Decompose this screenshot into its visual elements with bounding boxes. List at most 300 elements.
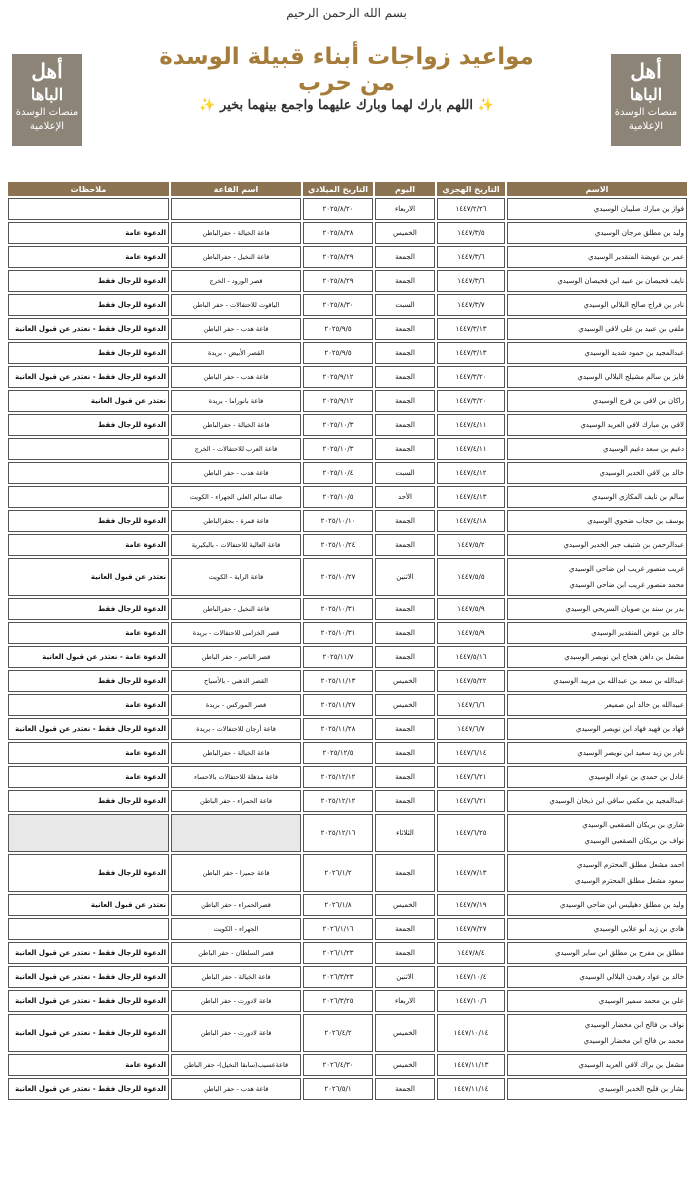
notes-cell <box>8 854 169 892</box>
hijri-date-cell <box>437 390 505 412</box>
hall-cell <box>171 742 301 764</box>
hall-name: قاعة لادورت - حفر الباطن <box>200 996 272 1005</box>
table-row <box>8 1078 687 1100</box>
column-header-day: اليوم <box>375 182 435 196</box>
hijri-date-cell <box>437 366 505 388</box>
gregorian-date: ٢٠٢٥/١٠/٥ <box>322 493 354 501</box>
notes-cell <box>8 534 169 556</box>
groom-name: نادر بن فراج صالح البلالي الوسيدي <box>583 301 684 309</box>
hijri-date: ١٤٤٧/٧/١٩ <box>455 901 487 909</box>
hall-cell <box>171 486 301 508</box>
day-cell <box>375 294 435 316</box>
gregorian-date-cell <box>303 766 373 788</box>
table-row <box>8 318 687 340</box>
day-cell <box>375 486 435 508</box>
hijri-date-cell <box>437 694 505 716</box>
hijri-date-cell <box>437 918 505 940</box>
table-row <box>8 790 687 812</box>
table-row <box>8 990 687 1012</box>
groom-name: فهاد بن فهيد فهاد ابن نويصر الوسيدي <box>575 725 684 733</box>
gregorian-date-cell <box>303 366 373 388</box>
hall-cell <box>171 966 301 988</box>
hall-name: الياقوت للاحتفالات - حفر الباطن <box>192 300 280 309</box>
logo-mark-line2: الباها <box>30 85 64 104</box>
name-cell <box>507 894 687 916</box>
hall-cell <box>171 990 301 1012</box>
day-cell <box>375 414 435 436</box>
name-cell <box>507 558 687 596</box>
gregorian-date: ٢٠٢٥/١٢/٥ <box>322 749 354 757</box>
name-cell <box>507 1014 687 1052</box>
day-cell <box>375 246 435 268</box>
hall-cell <box>171 622 301 644</box>
day-cell <box>375 534 435 556</box>
hall-name: قاعة الخيالة - حفر الباطن <box>201 972 271 981</box>
gregorian-date-cell <box>303 414 373 436</box>
notes-cell <box>8 414 169 436</box>
groom-name: خالد بن عواد رهيدن البلالي الوسيدي <box>579 973 684 981</box>
gregorian-date-cell <box>303 486 373 508</box>
groom-name: عبدالمجيد بن مكمي ساقي ابن ذيخان الوسيدي <box>549 797 684 805</box>
blessing-line: ✨ اللهم بارك لهما وبارك عليهما واجمع بينهما بخير ✨ <box>199 98 494 113</box>
table-row <box>8 366 687 388</box>
gregorian-date-cell <box>303 790 373 812</box>
groom-name: مشعل بن داهن هجاج ابن نويصر الوسيدي <box>564 653 684 661</box>
hall-cell <box>171 598 301 620</box>
groom-name: نادر بن زيد سعيد ابن نويصر الوسيدي <box>577 749 684 757</box>
day-name: الخميس <box>393 677 417 685</box>
gregorian-date-cell <box>303 814 373 852</box>
notes-cell <box>8 1078 169 1100</box>
hijri-date: ١٤٤٧/١٠/٦ <box>455 997 487 1005</box>
gregorian-date: ٢٠٢٥/١٢/١٦ <box>320 829 356 837</box>
page-title: مواعيد زواجات أبناء قبيلة الوسدة من حرب <box>159 44 534 96</box>
groom-name: علي بن محمد سمير الوسيدي <box>598 997 684 1005</box>
day-cell <box>375 198 435 220</box>
hijri-date-cell <box>437 718 505 740</box>
notes-text: الدعوة للرجال فقط <box>98 277 166 285</box>
hijri-date-cell <box>437 814 505 852</box>
notes-text: الدعوة للرجال فقط <box>98 301 166 309</box>
table-row <box>8 598 687 620</box>
table-row <box>8 510 687 532</box>
hijri-date: ١٤٤٧/٦/٢٥ <box>455 829 487 837</box>
gregorian-date-cell <box>303 646 373 668</box>
gregorian-date: ٢٠٢٥/١١/٧ <box>322 653 354 661</box>
name-cell <box>507 622 687 644</box>
hijri-date-cell <box>437 766 505 788</box>
hall-cell <box>171 854 301 892</box>
gregorian-date-cell <box>303 622 373 644</box>
gregorian-date: ٢٠٢٥/١٠/١٠ <box>320 517 356 525</box>
day-name: الجمعة <box>395 253 415 261</box>
name-cell <box>507 598 687 620</box>
name-cell <box>507 198 687 220</box>
gregorian-date-cell <box>303 222 373 244</box>
day-cell <box>375 622 435 644</box>
day-name: الاثنين <box>396 573 414 581</box>
notes-cell <box>8 790 169 812</box>
notes-cell <box>8 646 169 668</box>
hall-name: قاعة الراية - الكويت <box>208 572 264 581</box>
hall-name: قاعة العرب للاحتفالات - الخرج <box>194 444 278 453</box>
gregorian-date: ٢٠٢٦/٤/٣٠ <box>322 1061 354 1069</box>
name-cell <box>507 814 687 852</box>
notes-cell <box>8 622 169 644</box>
hall-cell <box>171 366 301 388</box>
hall-name: القصر الأبيض - بريدة <box>207 348 265 357</box>
day-name: السبت <box>395 301 415 309</box>
gregorian-date-cell <box>303 742 373 764</box>
hall-name: قاعة الخيالة - حفرالباطن <box>202 228 270 237</box>
table-row <box>8 414 687 436</box>
name-cell <box>507 918 687 940</box>
gregorian-date: ٢٠٢٥/٨/٣٠ <box>322 301 354 309</box>
hijri-date: ١٤٤٧/٤/١١ <box>455 421 487 429</box>
groom-name: عادل بن حمدي بن عواد الوسيدي <box>588 773 684 781</box>
gregorian-date-cell <box>303 558 373 596</box>
hijri-date: ١٤٤٧/٣/٢٠ <box>455 373 487 381</box>
day-cell <box>375 1014 435 1052</box>
table-row <box>8 646 687 668</box>
gregorian-date-cell <box>303 694 373 716</box>
hall-name: قاعة بانوراما - بريدة <box>208 396 264 405</box>
column-header-notes: ملاحظات <box>8 182 169 196</box>
table-row <box>8 558 687 596</box>
day-name: الجمعة <box>395 445 415 453</box>
notes-cell <box>8 766 169 788</box>
notes-text: نعتذر عن قبول العانية <box>90 397 166 405</box>
hijri-date-cell <box>437 894 505 916</box>
wedding-schedule-table <box>6 180 689 1102</box>
gregorian-date-cell <box>303 1054 373 1076</box>
hijri-date-cell <box>437 294 505 316</box>
hall-name: قصر الخزامى للاحتفالات - بريدة <box>192 628 280 637</box>
name-cell <box>507 534 687 556</box>
table-row <box>8 462 687 484</box>
groom-name: عبدالله بن سعد بن عبدالله بن مريبد الوسيدي <box>553 677 684 685</box>
hall-name: قاعة هدب - حفر الباطن <box>203 372 269 381</box>
name-cell <box>507 718 687 740</box>
hijri-date-cell <box>437 990 505 1012</box>
table-row <box>8 894 687 916</box>
notes-text: الدعوة عامة <box>125 701 166 709</box>
name-cell <box>507 222 687 244</box>
hall-cell <box>171 294 301 316</box>
groom-name: عبدالمجيد بن حمود شديد الوسيدي <box>584 349 684 357</box>
gregorian-date-cell <box>303 390 373 412</box>
table-row <box>8 942 687 964</box>
notes-text: الدعوة للرجال فقط - نعتذر عن قبول العانية <box>15 997 166 1005</box>
hall-cell <box>171 1054 301 1076</box>
hall-cell <box>171 318 301 340</box>
day-cell <box>375 894 435 916</box>
table-row <box>8 1054 687 1076</box>
groom-name-second: محمد منصور غريب ابن ضاحي الوسيدي <box>569 581 684 589</box>
name-cell <box>507 366 687 388</box>
gregorian-date-cell <box>303 918 373 940</box>
notes-text: الدعوة للرجال فقط - نعتذر عن قبول العانية <box>15 325 166 333</box>
hijri-date-cell <box>437 1014 505 1052</box>
notes-text: الدعوة للرجال فقط <box>98 517 166 525</box>
notes-cell <box>8 598 169 620</box>
hijri-date: ١٤٤٧/١٠/٤ <box>455 973 487 981</box>
notes-text: نعتذر عن قبول العانية <box>90 573 166 581</box>
hijri-date: ١٤٤٧/٥/٩ <box>457 605 485 613</box>
hall-name: قاعة أرجان للاحتفالات - بريدة <box>196 724 276 733</box>
hijri-date-cell <box>437 534 505 556</box>
hall-name: قاعة الحمراء - حفر الباطن <box>200 796 272 805</box>
notes-cell <box>8 1014 169 1052</box>
hijri-date: ١٤٤٧/٥/١٦ <box>455 653 487 661</box>
notes-cell <box>8 342 169 364</box>
hijri-date: ١٤٤٧/٦/٢١ <box>455 797 487 805</box>
logo-mark-line1: أهل <box>31 59 63 83</box>
name-cell <box>507 854 687 892</box>
groom-name: هادي بن زيد أبو علايي الوسيدي <box>593 925 684 933</box>
day-name: الجمعة <box>395 773 415 781</box>
notes-cell <box>8 990 169 1012</box>
day-cell <box>375 814 435 852</box>
table-row <box>8 718 687 740</box>
hall-cell <box>171 222 301 244</box>
hall-name: قاعة قمرة - بحفرالباطن <box>203 516 269 525</box>
day-name: الجمعة <box>395 925 415 933</box>
day-name: الجمعة <box>395 1085 415 1093</box>
name-cell <box>507 510 687 532</box>
hijri-date: ١٤٤٧/٦/١٤ <box>455 749 487 757</box>
hall-cell <box>171 438 301 460</box>
hall-cell <box>171 390 301 412</box>
gregorian-date: ٢٠٢٥/١١/١٣ <box>320 677 356 685</box>
day-cell <box>375 694 435 716</box>
bismillah-heading: بسم الله الرحمن الرحيم <box>286 6 407 20</box>
day-cell <box>375 598 435 620</box>
day-name: الخميس <box>393 1061 417 1069</box>
table-row <box>8 270 687 292</box>
gregorian-date-cell <box>303 462 373 484</box>
table-row <box>8 918 687 940</box>
day-name: الخميس <box>393 701 417 709</box>
hall-cell <box>171 1078 301 1100</box>
column-header-hijri-date: التاريخ الهجري <box>437 182 505 196</box>
hijri-date: ١٤٤٧/٣/٢٠ <box>455 397 487 405</box>
hall-name: القصر الذهبي - بالأسياح <box>204 676 268 685</box>
hijri-date: ١٤٤٧/٣/٦ <box>457 277 485 285</box>
hall-name: قاعة جميرا - حفر الباطن <box>202 868 270 877</box>
logo-left <box>12 54 82 146</box>
notes-cell <box>8 670 169 692</box>
hijri-date: ١٤٤٧/٦/٦ <box>457 701 485 709</box>
table-row <box>8 198 687 220</box>
notes-text: الدعوة للرجال فقط - نعتذر عن قبول العانية <box>15 373 166 381</box>
gregorian-date-cell <box>303 670 373 692</box>
hall-name: قاعة الخيالة - حفرالباطن <box>202 748 270 757</box>
hall-cell <box>171 766 301 788</box>
column-header-name: الاسم <box>507 182 687 196</box>
day-name: الجمعة <box>395 629 415 637</box>
hall-cell <box>171 534 301 556</box>
notes-cell <box>8 438 169 460</box>
gregorian-date: ٢٠٢٦/١/٢٣ <box>322 949 354 957</box>
gregorian-date-cell <box>303 990 373 1012</box>
notes-text: الدعوة عامة <box>125 1061 166 1069</box>
name-cell <box>507 942 687 964</box>
table-row <box>8 246 687 268</box>
notes-text: الدعوة عامة <box>125 749 166 757</box>
day-cell <box>375 718 435 740</box>
gregorian-date-cell <box>303 854 373 892</box>
day-cell <box>375 646 435 668</box>
hijri-date: ١٤٤٧/٣/٥ <box>457 229 485 237</box>
notes-cell <box>8 894 169 916</box>
hall-name: قاعة العالية للاحتفالات - بالبكيرية <box>191 540 281 549</box>
hijri-date: ١٤٤٧/١١/١٤ <box>453 1085 489 1093</box>
hijri-date-cell <box>437 222 505 244</box>
day-cell <box>375 742 435 764</box>
gregorian-date: ٢٠٢٦/٥/١ <box>324 1085 352 1093</box>
day-name: الجمعة <box>395 749 415 757</box>
hall-cell <box>171 1014 301 1052</box>
gregorian-date: ٢٠٢٥/١٠/٤ <box>322 469 354 477</box>
day-name: الجمعة <box>395 797 415 805</box>
hall-name: قصر الورود - الخرج <box>209 276 263 285</box>
gregorian-date-cell <box>303 894 373 916</box>
groom-name: ملفي بن عبيد بن علي لافي الوسيدي <box>578 325 684 333</box>
table-row <box>8 222 687 244</box>
day-name: الاربعاء <box>394 997 416 1005</box>
gregorian-date-cell <box>303 598 373 620</box>
logo-caption-line1: منصات الوسدة <box>614 107 678 118</box>
table-row <box>8 742 687 764</box>
table-row <box>8 966 687 988</box>
day-cell <box>375 438 435 460</box>
groom-name: نواف بن فالح ابن مخضار الوسيدي <box>584 1021 684 1029</box>
gregorian-date: ٢٠٢٥/١٢/١٢ <box>320 797 356 805</box>
name-cell <box>507 646 687 668</box>
hijri-date: ١٤٤٧/٥/٩ <box>457 629 485 637</box>
day-cell <box>375 558 435 596</box>
groom-name-second: سعود مشعل مطلق المحترم الوسيدي <box>575 877 684 885</box>
hall-name: قاعة النخيل - حفرالباطن <box>202 252 270 261</box>
hall-cell <box>171 942 301 964</box>
name-cell <box>507 990 687 1012</box>
notes-cell <box>8 222 169 244</box>
hall-name: قصرالحمراء - حفر الباطن <box>201 900 271 909</box>
day-name: الجمعة <box>395 869 415 877</box>
notes-cell <box>8 366 169 388</box>
groom-name: فايز بن سالم مشيلح البلالي الوسيدي <box>577 373 684 381</box>
day-cell <box>375 1054 435 1076</box>
hijri-date-cell <box>437 646 505 668</box>
day-cell <box>375 790 435 812</box>
hijri-date-cell <box>437 270 505 292</box>
name-cell <box>507 694 687 716</box>
hijri-date: ١٤٤٧/٤/١٢ <box>455 469 487 477</box>
gregorian-date-cell <box>303 342 373 364</box>
gregorian-date: ٢٠٢٥/٨/٢٩ <box>322 277 354 285</box>
hall-cell <box>171 414 301 436</box>
hall-name: صالة سالم العلي الجهراء - الكويت <box>189 492 283 501</box>
hijri-date-cell <box>437 622 505 644</box>
day-name: الجمعة <box>395 349 415 357</box>
hijri-date: ١٤٤٧/٢/٢٦ <box>455 205 487 213</box>
gregorian-date: ٢٠٢٦/١/٢ <box>324 869 352 877</box>
table-row <box>8 438 687 460</box>
day-name: الجمعة <box>395 605 415 613</box>
groom-name-second: نواف بن بريكان الصقعبي الوسيدي <box>584 837 684 845</box>
notes-text: الدعوة للرجال فقط - نعتذر عن قبول العانية <box>15 1085 166 1093</box>
notes-cell <box>8 694 169 716</box>
gregorian-date-cell <box>303 1078 373 1100</box>
hijri-date-cell <box>437 598 505 620</box>
logo-caption-line1: منصات الوسدة <box>15 107 79 118</box>
hijri-date-cell <box>437 966 505 988</box>
hijri-date-cell <box>437 790 505 812</box>
hall-cell <box>171 670 301 692</box>
table-row <box>8 1014 687 1052</box>
groom-name: بشار بن فليح الخدير الوسيدي <box>598 1085 684 1093</box>
gregorian-date-cell <box>303 246 373 268</box>
groom-name: فواز بن مبارك صليبان الوسيدي <box>593 205 684 213</box>
gregorian-date: ٢٠٢٦/١/٨ <box>324 901 352 909</box>
groom-name: شاري بن بريكان الصقعبي الوسيدي <box>582 821 684 829</box>
hall-cell <box>171 814 301 852</box>
hall-cell <box>171 646 301 668</box>
day-name: الجمعة <box>395 949 415 957</box>
gregorian-date: ٢٠٢٥/٩/١٢ <box>322 373 354 381</box>
name-cell <box>507 438 687 460</box>
gregorian-date: ٢٠٢٥/١٠/٣١ <box>320 629 356 637</box>
day-name: الجمعة <box>395 421 415 429</box>
hijri-date: ١٤٤٧/٣/٧ <box>457 301 485 309</box>
hall-name: قاعة لادورت - حفر الباطن <box>200 1028 272 1037</box>
notes-text: الدعوة للرجال فقط <box>98 421 166 429</box>
name-cell <box>507 1054 687 1076</box>
name-cell <box>507 670 687 692</box>
column-header-hall: اسم القاعة <box>171 182 301 196</box>
logo-mark-line1: أهل <box>630 59 662 83</box>
hall-cell <box>171 462 301 484</box>
notes-cell <box>8 942 169 964</box>
table-row <box>8 534 687 556</box>
day-cell <box>375 390 435 412</box>
hall-cell <box>171 558 301 596</box>
day-name: الأحد <box>398 493 412 501</box>
hijri-date-cell <box>437 318 505 340</box>
hijri-date-cell <box>437 462 505 484</box>
name-cell <box>507 1078 687 1100</box>
hijri-date-cell <box>437 742 505 764</box>
notes-cell <box>8 198 169 220</box>
hijri-date: ١٤٤٧/٣/١٣ <box>455 349 487 357</box>
day-name: الجمعة <box>395 277 415 285</box>
gregorian-date: ٢٠٢٥/١١/٢٨ <box>320 725 356 733</box>
hijri-date-cell <box>437 486 505 508</box>
gregorian-date-cell <box>303 270 373 292</box>
day-cell <box>375 510 435 532</box>
groom-name: راكان بن لافي بن فرج الوسيدي <box>592 397 684 405</box>
notes-cell <box>8 486 169 508</box>
notes-text: الدعوة للرجال فقط <box>98 605 166 613</box>
gregorian-date-cell <box>303 966 373 988</box>
groom-name: نايف فحيصان بن عبيد ابن فحيصان الوسيدي <box>557 277 684 285</box>
table-row <box>8 622 687 644</box>
day-name: الثلاثاء <box>396 829 414 837</box>
notes-cell <box>8 742 169 764</box>
table-row <box>8 486 687 508</box>
day-name: السبت <box>395 469 415 477</box>
